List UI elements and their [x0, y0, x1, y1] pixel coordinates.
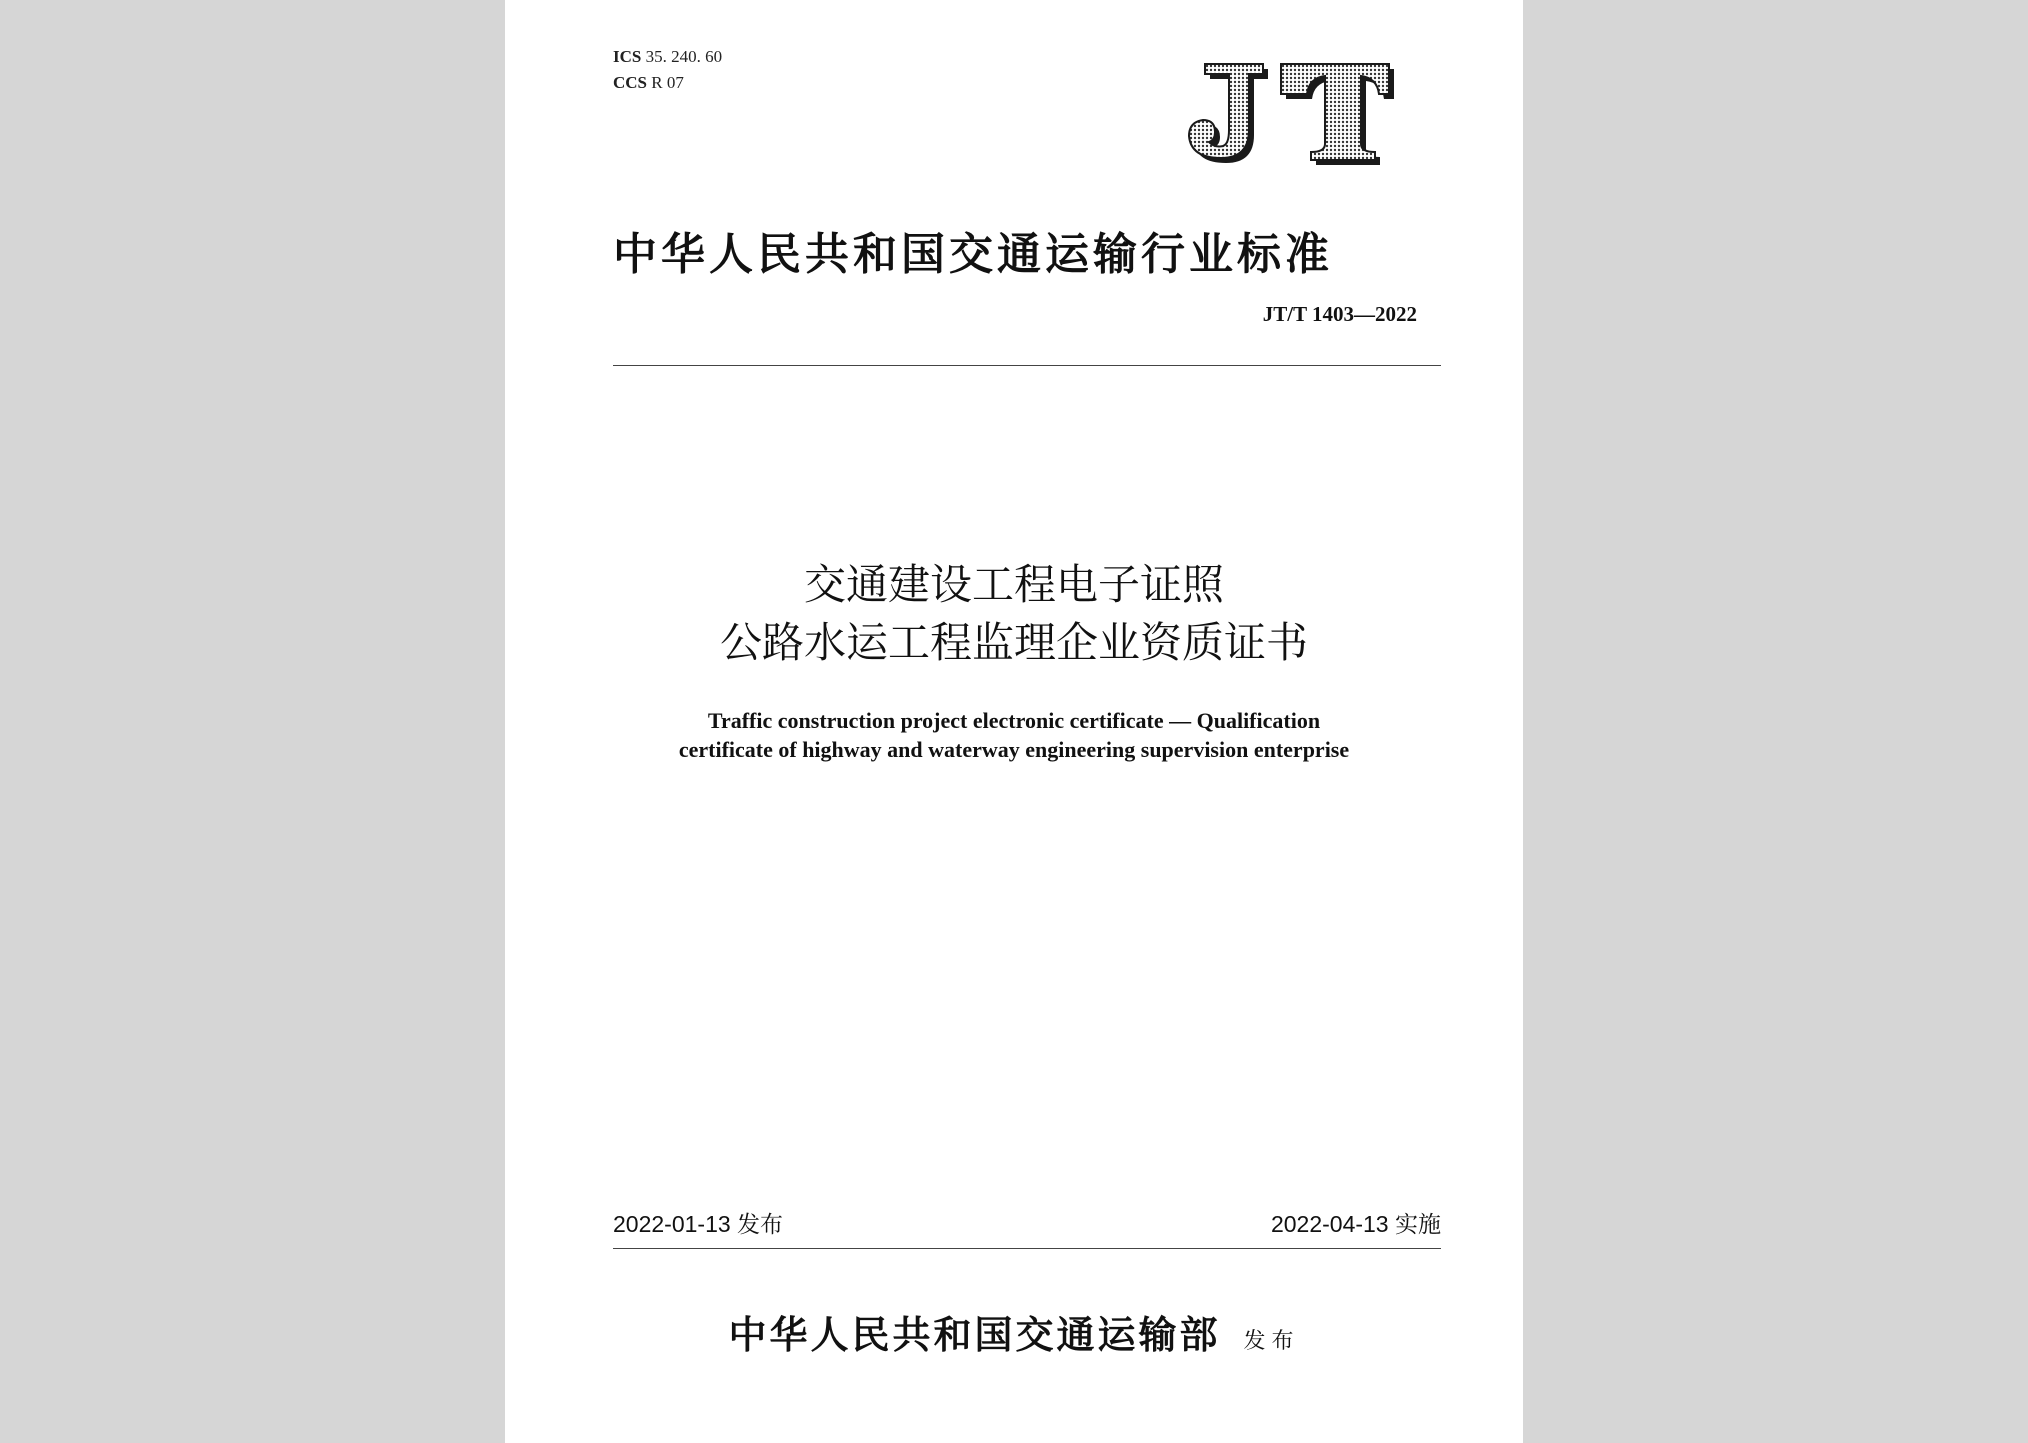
logo-letter-j: [1189, 64, 1268, 163]
ics-label: ICS: [613, 47, 642, 66]
footer-divider: [613, 1248, 1441, 1249]
publisher-line: [505, 1304, 1523, 1359]
standard-code: JT/T 1403—2022: [1262, 302, 1417, 326]
classification-codes: [613, 44, 722, 96]
publisher-suffix: 发布: [1243, 1329, 1300, 1354]
document-page: [505, 0, 1523, 1443]
ics-value: 35. 240. 60: [645, 47, 723, 66]
ccs-code: [613, 70, 722, 96]
english-title-line-1: Traffic construction project electronic certificate — Qualification: [707, 708, 1321, 733]
effective-date: 2022-04-13 实施: [1270, 1211, 1441, 1237]
header-divider: [613, 365, 1441, 366]
publisher-name: 中华人民共和国交通运输部: [728, 1312, 1221, 1357]
chinese-title-line-2: 公路水运工程监理企业资质证书: [719, 618, 1308, 667]
ccs-value: R 07: [651, 73, 684, 92]
ccs-label: CCS: [613, 73, 648, 92]
ics-code: [613, 44, 722, 70]
chinese-title-line-1: 交通建设工程电子证照: [803, 560, 1224, 609]
issue-date: 2022-01-13 发布: [613, 1211, 784, 1237]
english-title-line-2: certificate of highway and waterway engineering supervision enterprise: [678, 737, 1350, 762]
jt-logo: [1185, 56, 1397, 166]
industry-standard-heading: 中华人民共和国交通运输行业标准: [613, 229, 1333, 280]
logo-letter-t: [1281, 64, 1394, 165]
